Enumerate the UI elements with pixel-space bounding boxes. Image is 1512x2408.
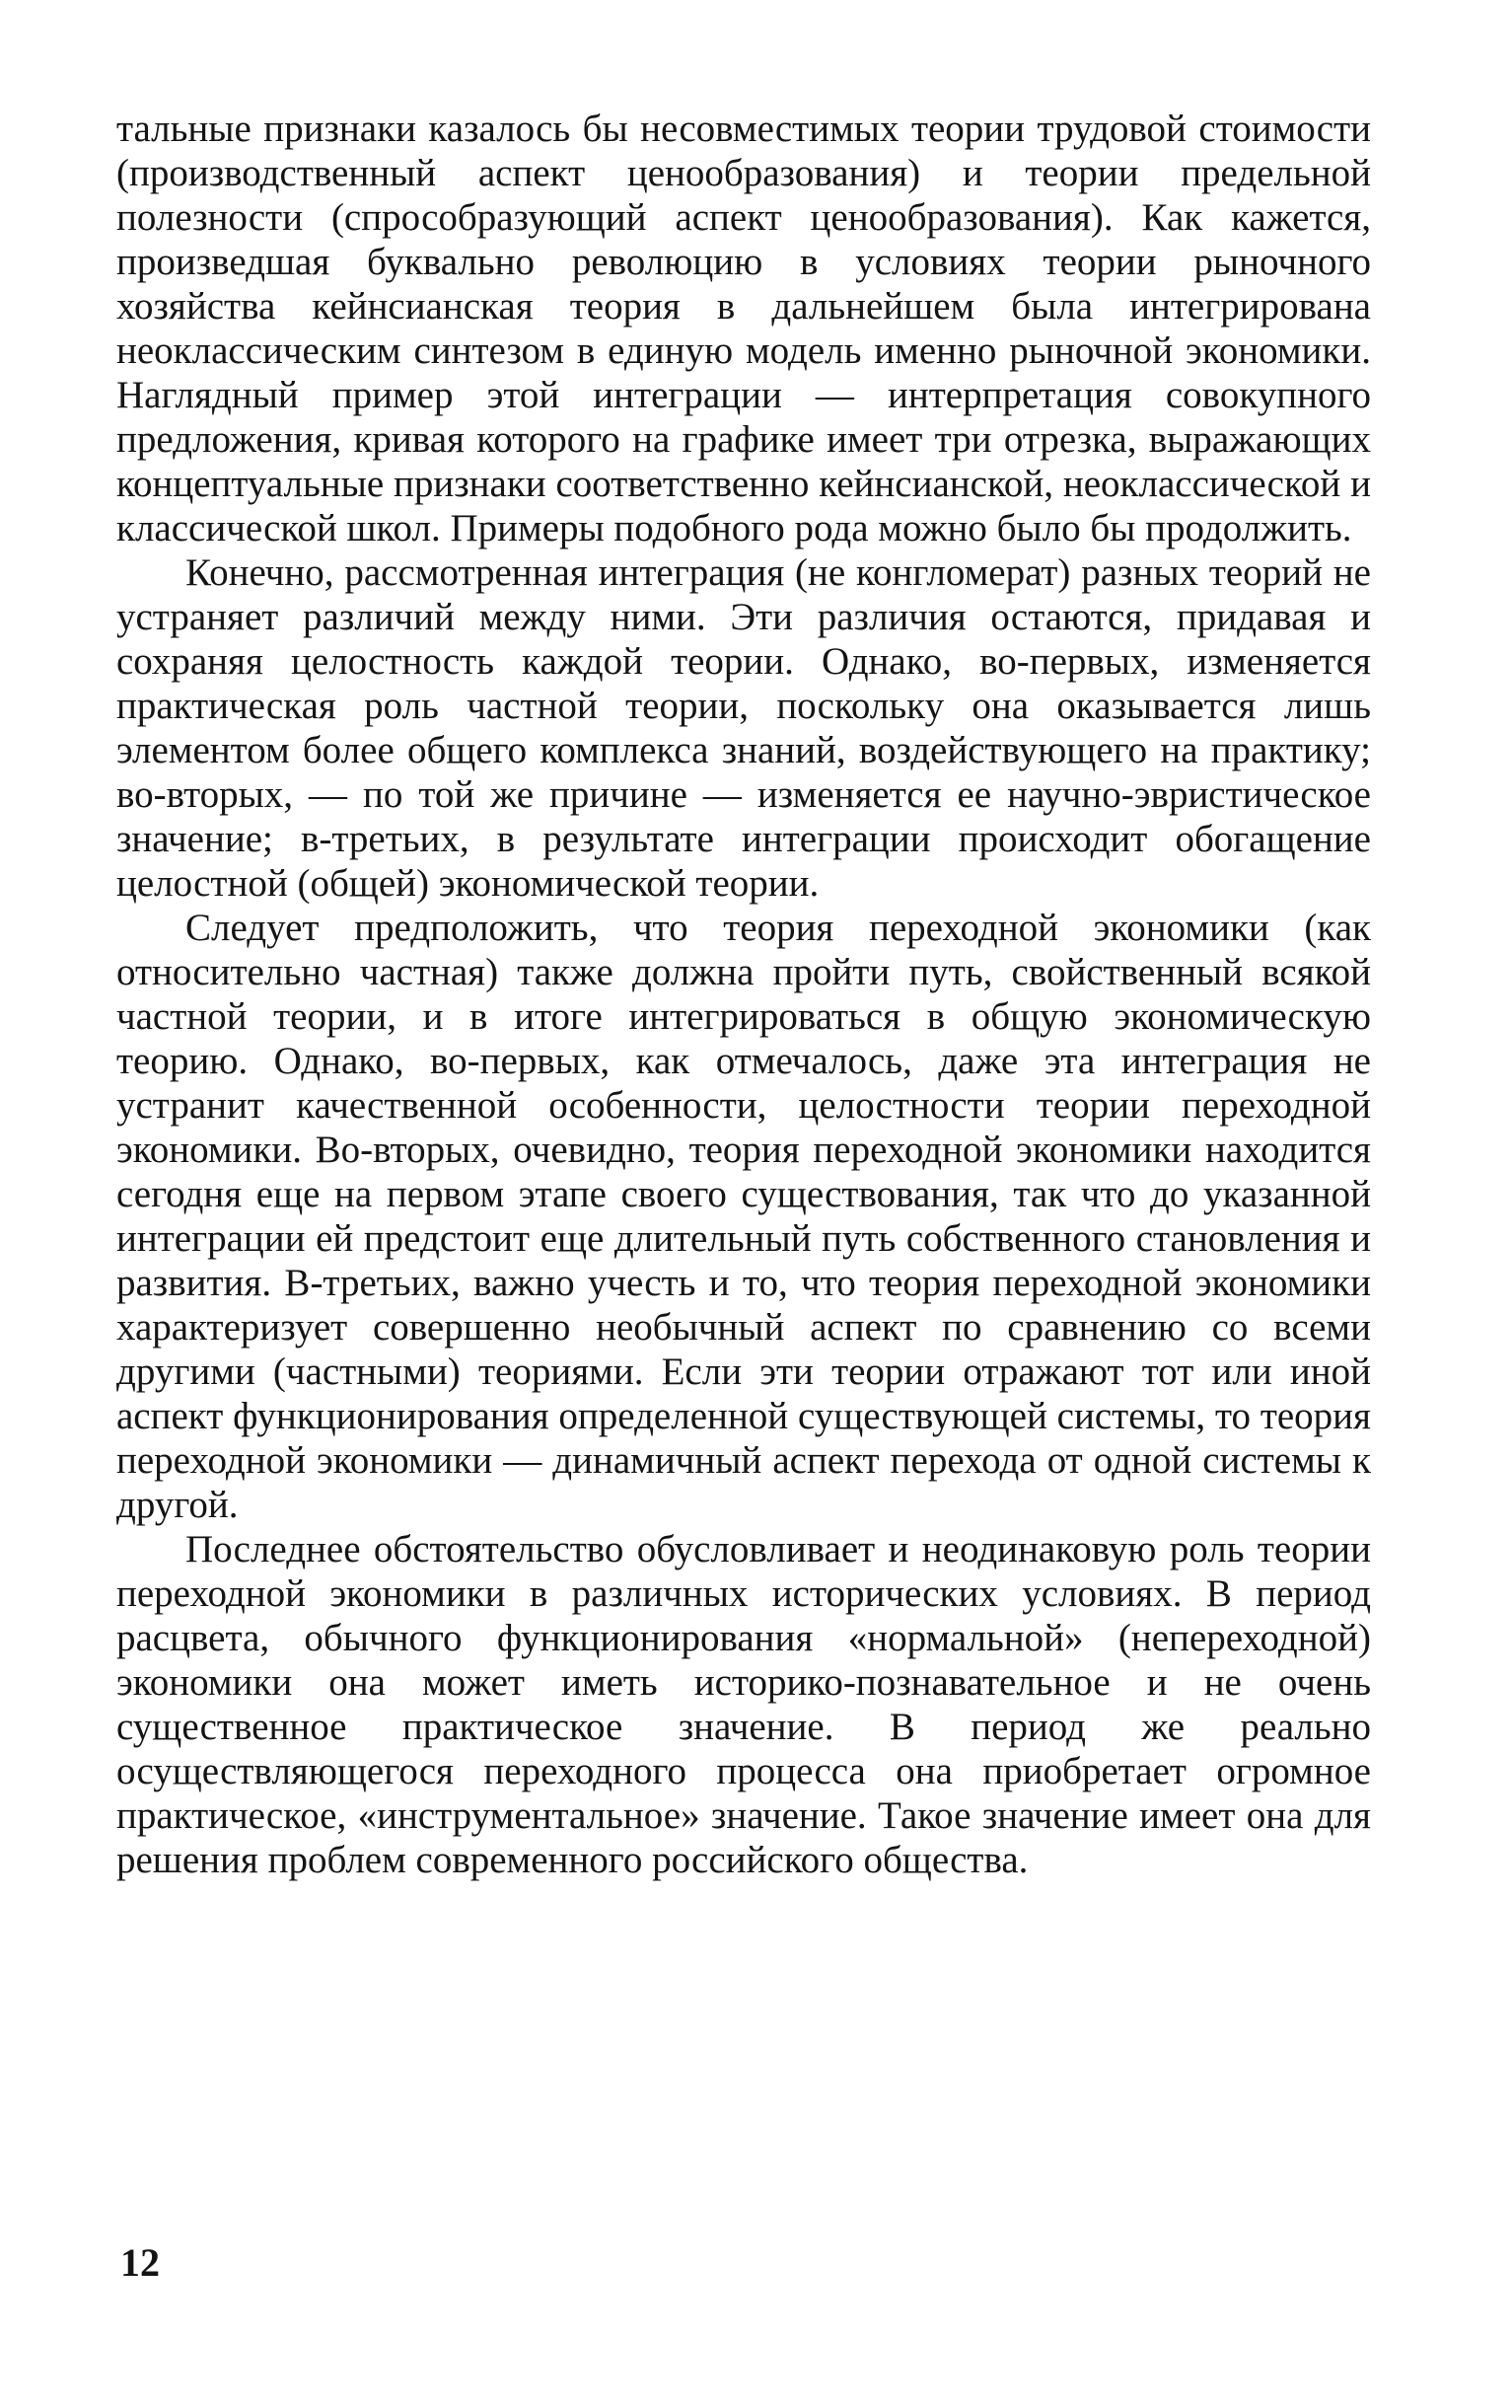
paragraph-2: Конечно, рассмотренная интеграция (не конгломерат) разных теорий не устраняет различий между ними. Эти различия остаются, придавая и сохраняя целостность каждой теории. Однако, во-первых, изменяется практическая роль частной теории, поскольку она оказывается лишь элементом более общего комплекса знаний, воздействующего на практику; во-вторых, — по той же причине — изменяется ее научно-эвристическое значение; в-третьих, в результате интеграции происходит обогащение целостной (общей) экономической теории.	[116, 551, 1371, 905]
paragraph-4: Последнее обстоятельство обусловливает и неодинаковую роль теории переходной экономики в различных исторических условиях. В период расцвета, обычного функционирования «нормальной» (непереходной) экономики она может иметь историко-познавательное и не очень существенное практическое значение. В период же реально осуществляющегося переходного процесса она приобретает огромное практическое, «инструментальное» значение. Такое значение имеет она для решения проблем современного российского общества.	[116, 1528, 1371, 1881]
page-number: 12	[120, 2240, 160, 2285]
paragraph-1: тальные признаки казалось бы несовместимых теории трудовой стоимости (производственный аспект ценообразования) и теории предельной полезности (спрособразующий аспект ценообразования). Как кажется, произведшая буквально революцию в условиях теории рыночного хозяйства кейнсианская теория в дальнейшем была интегрирована неоклассическим синтезом в единую модель именно рыночной экономики. Наглядный пример этой интеграции — интерпретация совокупного предложения, кривая которого на графике имеет три отрезка, выражающих концептуальные признаки соответственно кейнсианской, неоклассической и классической школ. Примеры подобного рода можно было бы продолжить.	[116, 108, 1371, 549]
paragraph-3: Следует предположить, что теория переходной экономики (как относительно частная) также должна пройти путь, свойственный всякой частной теории, и в итоге интегрироваться в общую экономическую теорию. Однако, во-первых, как отмечалось, даже эта интеграция не устранит качественной особенности, целостности теории переходной экономики. Во-вторых, очевидно, теория переходной экономики находится сегодня еще на первом этапе своего существования, так что до указанной интеграции ей предстоит еще длительный путь собственного становления и развития. В-третьих, важно учесть и то, что теория переходной экономики характеризует совершенно необычный аспект по сравнению со всеми другими (частными) теориями. Если эти теории отражают тот или иной аспект функционирования определенной существующей системы, то теория переходной экономики — динамичный аспект перехода от одной системы к другой.	[116, 907, 1371, 1526]
page-body	[116, 107, 1371, 1882]
